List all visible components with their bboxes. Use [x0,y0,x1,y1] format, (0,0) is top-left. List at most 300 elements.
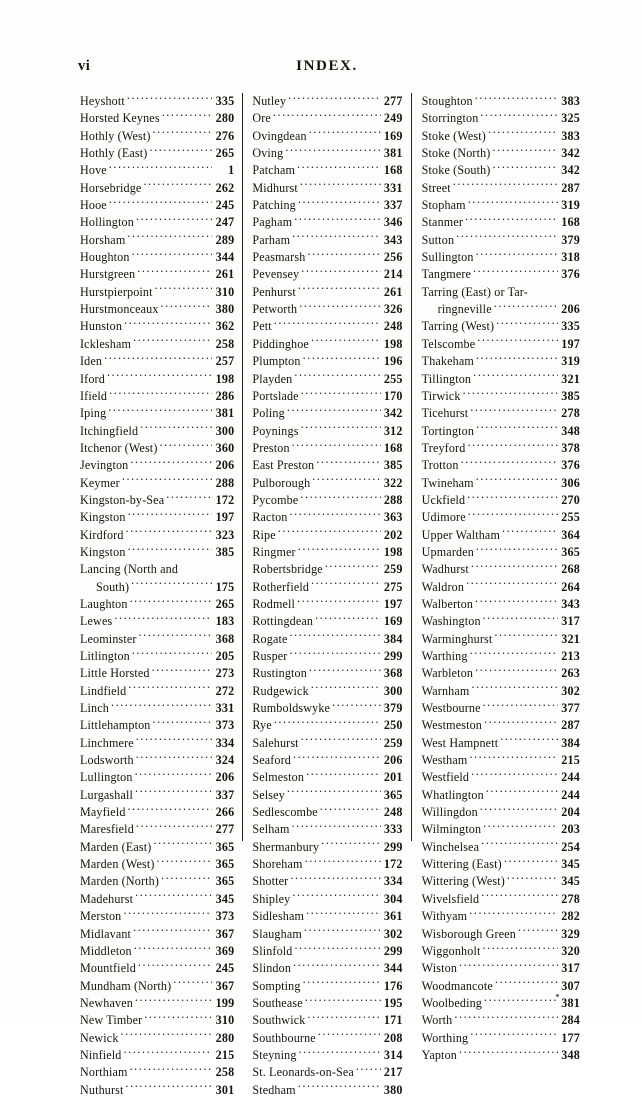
entry-name: Woodmancote [421,978,493,993]
entry-name: Kingston-by-Sea [80,492,165,507]
entry-name: Sidlesham [252,909,305,924]
index-entry [252,318,402,335]
entry-page-number: 318 [561,250,580,265]
index-entry [422,110,580,127]
index-entry [80,891,234,908]
dot-leader [486,787,558,799]
dot-leader [309,128,381,140]
entry-page-number: 169 [383,614,403,629]
index-entry [252,266,402,283]
index-entry [80,527,234,544]
dot-leader [468,509,558,521]
dot-leader [135,769,213,781]
entry-page-number: 317 [561,614,580,629]
entry-name: Patcham [252,163,296,178]
entry-name: Hurstgreen [80,267,136,282]
entry-name: Hurstmonceaux [80,302,159,317]
entry-page-number: 244 [561,787,580,802]
entry-name: Plumpton [252,354,301,369]
dot-leader [470,405,558,417]
dot-leader [128,683,212,695]
dot-leader [307,249,380,261]
index-entry [252,943,402,960]
dot-leader [143,180,212,192]
dot-leader [274,318,381,330]
entry-name: Selsey [252,787,285,802]
dot-leader [488,128,558,140]
dot-leader [155,284,213,296]
index-entry [80,197,234,214]
entry-name: Linch [80,701,109,716]
entry-name: Worth [421,1013,453,1028]
entry-page-number: 197 [561,336,580,351]
dot-leader [152,665,213,677]
dot-leader [470,1030,558,1042]
entry-name: Wisborough Green [421,926,516,941]
entry-name: Warthing [421,649,468,663]
dot-leader [289,509,380,521]
dot-leader [459,1047,558,1059]
dot-leader [123,908,212,920]
index-entry [252,665,402,682]
entry-name: Treyford [421,440,466,455]
entry-page-number: 278 [561,891,580,906]
index-entry [80,475,234,492]
dot-leader [109,388,212,400]
entry-name: Hurstpierpoint [80,284,153,299]
entry-page-number: 201 [383,770,403,785]
entry-page-number: 322 [383,475,403,490]
dot-leader [502,527,558,539]
entry-page-number: 287 [561,180,580,195]
dot-leader [315,613,381,625]
entry-page-number: 299 [383,649,403,663]
entry-name: Selmeston [252,770,305,785]
dot-leader [303,978,381,990]
index-entry [252,752,402,769]
index-entry [422,839,580,856]
entry-name: Rye [252,718,272,733]
dot-leader [475,93,558,105]
index-entry [80,943,234,960]
entry-list-1 [80,93,234,1099]
page-title: INDEX. [296,58,358,74]
entry-name: Tangmere [421,267,472,282]
dot-leader [311,683,381,695]
entry-name: South) [96,579,130,594]
entry-page-number: 259 [383,735,403,750]
entry-page-number: 345 [215,891,235,906]
index-entry [80,769,234,786]
entry-page-number: 344 [215,250,235,265]
dot-leader [161,873,212,885]
dot-leader [470,648,558,660]
entry-page-number: 206 [561,302,580,317]
dot-leader [274,717,381,729]
entry-name: Hooe [80,198,107,213]
entry-page-number: 312 [383,423,403,438]
entry-page-number: 331 [383,180,403,195]
entry-page-number: 334 [215,735,235,750]
entry-page-number: 379 [383,701,403,716]
entry-page-number: 277 [383,94,403,108]
entry-name: Nutley [252,94,287,108]
entry-page-number: 259 [383,562,403,577]
entry-name: Mundham (North) [80,978,172,993]
entry-page-number: 263 [561,666,580,681]
entry-name: Rusper [252,649,288,663]
entry-name: Southwick [252,1013,306,1028]
dot-leader [303,353,381,365]
index-entry [422,561,580,578]
index-entry [80,162,234,179]
entry-page-number: 299 [383,943,403,958]
entry-page-number: 367 [215,926,235,941]
dot-leader [494,301,558,313]
entry-name: Seaford [252,753,291,768]
dot-leader [133,926,212,938]
entry-page-number: 245 [215,961,235,976]
index-entry [252,162,402,179]
entry-page-number: 300 [383,683,403,698]
entry-name: Penhurst [252,284,296,299]
dot-leader [473,371,558,383]
index-entry [252,371,402,388]
entry-name: Iden [80,354,103,369]
index-entry [80,1012,234,1029]
index-entry [80,648,234,665]
entry-name: Tarring (East) or Tar- [421,284,528,299]
dot-leader [130,1064,213,1076]
entry-name: Stoke (South) [421,163,491,178]
dot-leader [290,873,380,885]
dot-leader [316,457,380,469]
entry-page-number: 288 [383,492,403,507]
entry-page-number: 333 [383,822,403,837]
dot-leader [476,353,558,365]
entry-page-number: 206 [215,458,235,473]
entry-name: Oving [252,146,284,161]
dot-leader [130,596,213,608]
index-entry [80,978,234,995]
entry-name: Worthing [421,1030,469,1045]
dot-leader [124,318,212,330]
entry-page-number: 369 [215,943,235,958]
entry-name: Petworth [252,302,298,317]
entry-name: Pulborough [252,475,311,490]
index-entry [422,579,580,596]
entry-name: Trotton [421,458,459,473]
entry-page-number: 383 [561,128,580,143]
entry-name: Marden (North) [80,874,160,889]
index-entry [80,856,234,873]
entry-page-number: 329 [561,926,580,941]
entry-name: Mountfield [80,961,136,976]
index-entry [80,735,234,752]
entry-page-number: 306 [561,475,580,490]
index-entry [252,1012,402,1029]
dot-leader [121,1030,213,1042]
entry-name: Wadhurst [421,562,469,577]
dot-leader [495,978,558,990]
dot-leader [127,232,212,244]
entry-page-number: 383 [561,94,580,108]
entry-name: Pagham [252,215,293,230]
entry-page-number: 342 [383,406,403,421]
index-entry [252,197,402,214]
entry-name: Whatlington [421,787,484,802]
index-entry [80,301,234,318]
entry-page-number: 373 [215,718,235,733]
dot-leader [166,492,212,504]
dot-leader [492,162,558,174]
entry-page-number: 365 [215,857,235,872]
dot-leader [306,769,381,781]
index-entry [80,440,234,457]
dot-leader [135,891,212,903]
index-entry [80,128,234,145]
dot-leader [136,735,213,747]
index-entry [422,648,580,665]
entry-name: Merston [80,909,122,924]
entry-name: Midlavant [80,926,132,941]
entry-name: Westham [421,753,468,768]
index-entry [252,839,402,856]
entry-page-number: 310 [215,284,235,299]
entry-page-number: 215 [561,753,580,768]
index-entry [252,527,402,544]
entry-name: Hothly (East) [80,146,148,161]
entry-page-number: 248 [383,319,403,334]
index-entry [422,180,580,197]
entry-name: Maresfield [80,822,134,837]
entry-name: Kingston [80,544,126,559]
index-entry [422,856,580,873]
dot-leader [476,544,558,556]
entry-page-number: 168 [383,163,403,178]
entry-page-number: 363 [383,510,403,525]
index-entry [252,960,402,977]
entry-page-number: 206 [215,770,235,785]
dot-leader [482,943,558,955]
dot-leader [144,1012,212,1024]
entry-name: Shipley [252,891,291,906]
index-entry [422,596,580,613]
index-entry [252,145,402,162]
dot-leader [305,856,381,868]
entry-page-number: 204 [561,805,580,820]
entry-page-number: 197 [215,510,235,525]
dot-leader [311,579,381,591]
index-entry [422,284,580,301]
dot-leader [301,735,381,747]
index-entry [422,336,580,353]
entry-page-number: 254 [561,839,580,854]
entry-name: ringneville [437,302,492,317]
entry-page-number: 245 [215,198,235,213]
entry-name: Washington [421,614,481,629]
dot-leader [104,353,212,365]
entry-page-number: 346 [383,215,403,230]
entry-page-number: 195 [383,995,403,1010]
dot-leader [126,527,213,539]
entry-name: Lindfield [80,683,127,698]
index-entry [422,1047,580,1064]
entry-name: Kingston [80,510,126,525]
entry-page-number: 320 [561,943,580,958]
index-entry [80,232,234,249]
index-entry [252,891,402,908]
entry-name: Shoreham [252,857,303,872]
index-entry [422,232,580,249]
index-entry [422,787,580,804]
entry-name: Warminghurst [421,631,493,646]
dot-leader [321,839,381,851]
index-entry [422,388,580,405]
index-entry [252,769,402,786]
entry-name: Peasmarsh [252,250,306,265]
index-column-1 [80,93,242,1097]
index-entry [422,821,580,838]
index-entry [252,492,402,509]
entry-name: Stoke (North) [421,146,491,161]
entry-name: Upmarden [421,544,474,559]
dot-leader [494,631,558,643]
index-entry [422,145,580,162]
entry-page-number: 177 [561,1030,580,1045]
entry-page-number: 262 [215,180,235,195]
dot-leader [131,579,212,591]
entry-name: Street [421,180,451,195]
dot-leader [294,214,380,226]
entry-page-number: 380 [215,302,235,317]
index-entry [80,353,234,370]
dot-leader [135,995,212,1007]
index-entry [80,318,234,335]
dot-leader [309,665,381,677]
dot-leader [481,891,558,903]
entry-name: Withyam [421,909,468,924]
entry-page-number: 361 [383,909,403,924]
dot-leader [332,700,381,712]
dot-leader [124,1047,213,1059]
dot-leader [300,180,381,192]
index-entry [252,301,402,318]
entry-name: Slindon [252,961,292,976]
index-entry [252,717,402,734]
entry-name: Robertsbridge [252,562,323,577]
entry-name: Heyshott [80,94,125,108]
dot-leader [293,752,381,764]
entry-name: Sedlescombe [252,805,318,820]
index-entry [422,527,580,544]
index-entry [422,93,580,110]
entry-name: Tortington [421,423,475,438]
entry-name: Jevington [80,458,129,473]
entry-name: Marden (West) [80,857,155,872]
entry-page-number: 326 [383,302,403,317]
entry-name: Rudgewick [252,683,309,698]
entry-name: Rodmell [252,596,296,611]
index-entry [422,492,580,509]
entry-name: West Hampnett [421,735,499,750]
entry-page-number: 365 [215,839,235,854]
dot-leader [453,180,558,192]
index-entry [80,405,234,422]
dot-leader [292,891,380,903]
index-entry [422,700,580,717]
entry-name: Rottingdean [252,614,314,629]
dot-leader [295,943,381,955]
index-entry [80,839,234,856]
index-entry [252,978,402,995]
dot-leader [160,440,213,452]
entry-page-number: 337 [215,787,235,802]
index-entry [80,873,234,890]
index-entry [422,440,580,457]
dot-leader [318,1030,381,1042]
entry-name: Rustington [252,666,307,681]
entry-page-number: 198 [383,544,403,559]
dot-leader [299,1047,381,1059]
entry-page-number: 319 [561,198,580,213]
index-entry [422,405,580,422]
index-entry [422,128,580,145]
index-entry [80,804,234,821]
dot-leader [301,423,381,435]
entry-page-number: 321 [561,371,580,386]
dot-leader [480,804,558,816]
entry-list-2 [252,93,402,1099]
entry-page-number: 197 [383,596,403,611]
dot-leader [307,1012,380,1024]
entry-name: Ovingdean [252,128,307,143]
entry-page-number: 278 [561,406,580,421]
entry-name: Horsebridge [80,180,142,195]
dot-leader [475,596,558,608]
entry-name: Littlehampton [80,718,151,733]
dot-leader [320,804,381,816]
dot-leader [500,735,558,747]
entry-page-number: 208 [383,1030,403,1045]
index-entry [80,145,234,162]
index-entry [252,995,402,1012]
entry-page-number: 272 [215,683,235,698]
entry-list-3 [422,93,580,1064]
index-entry [80,631,234,648]
dot-leader [292,821,381,833]
entry-page-number: 385 [561,388,580,403]
index-entry [252,405,402,422]
index-entry [80,752,234,769]
paper-speck [556,994,559,997]
entry-name: Waldron [421,579,465,594]
index-entry [422,752,580,769]
dot-leader [297,596,381,608]
index-entry [80,1030,234,1047]
entry-name: Itchenor (West) [80,440,158,455]
entry-name: Laughton [80,596,128,611]
index-entry [422,457,580,474]
index-entry [422,978,580,995]
index-entry [252,336,402,353]
index-entry [422,683,580,700]
index-entry [252,1082,402,1099]
entry-name: Slaugham [252,926,302,941]
dot-leader [285,145,380,157]
entry-page-number: 287 [561,718,580,733]
entry-page-number: 1 [228,163,235,178]
